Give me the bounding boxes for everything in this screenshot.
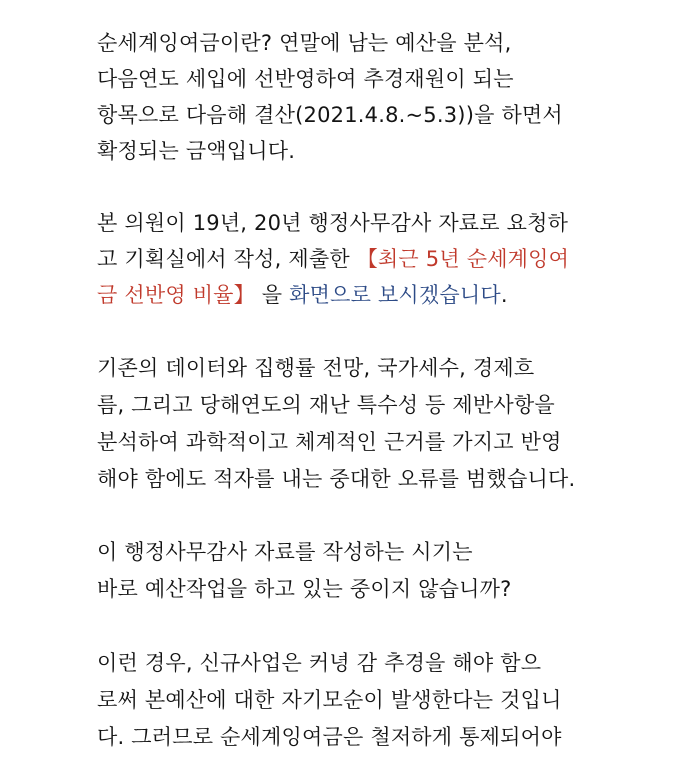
- paragraph-2-connector-text: 을: [254, 283, 290, 307]
- screen-reference-highlight: 화면으로 보시겠습니다: [289, 283, 501, 307]
- paragraph-2-line-1: 본 의원이 19년, 20년 행정사무감사 자료로 요청하: [97, 211, 569, 235]
- paragraph-1-line-3: 항목으로 다음해 결산(2021.4.8.~5.3))을 하면서: [97, 103, 563, 127]
- paragraph-5-line-2: 로써 본예산에 대한 자기모순이 발생한다는 것입니: [97, 688, 562, 712]
- document-title-highlight-part-2: 금 선반영 비율】: [97, 283, 255, 307]
- paragraph-3-line-4: 해야 함에도 적자를 내는 중대한 오류를 범했습니다.: [97, 467, 576, 491]
- paragraph-2-line-2: [97, 244, 569, 274]
- paragraph-1-line-2: 다음연도 세입에 선반영하여 추경재원이 되는: [97, 67, 514, 91]
- paragraph-3-line-3: 분석하여 과학적이고 체계적인 근거를 가지고 반영: [97, 430, 562, 454]
- paragraph-2-line-3: [97, 280, 508, 310]
- paragraph-2-period: .: [500, 283, 508, 307]
- paragraph-3-line-2: 름, 그리고 당해연도의 재난 특수성 등 제반사항을: [97, 393, 555, 417]
- paragraph-5-line-1: 이런 경우, 신규사업은 커녕 감 추경을 해야 함으: [97, 651, 542, 675]
- paragraph-3-line-1: 기존의 데이터와 집행률 전망, 국가세수, 경제흐: [97, 356, 535, 380]
- paragraph-2-line-2-text: 고 기획실에서 작성, 제출한: [97, 247, 357, 271]
- paragraph-4-line-2: 바로 예산작업을 하고 있는 중이지 않습니까?: [97, 577, 512, 601]
- paragraph-1-line-1: 순세계잉여금이란? 연말에 남는 예산을 분석,: [97, 31, 512, 55]
- paragraph-5-line-3: 다. 그러므로 순세계잉여금은 철저하게 통제되어야: [97, 725, 562, 749]
- paragraph-1-line-4: 확정되는 금액입니다.: [97, 139, 296, 163]
- document-title-highlight-part-1: 【최근 5년 순세계잉여: [356, 247, 570, 271]
- paragraph-4-line-1: 이 행정사무감사 자료를 작성하는 시기는: [97, 540, 473, 564]
